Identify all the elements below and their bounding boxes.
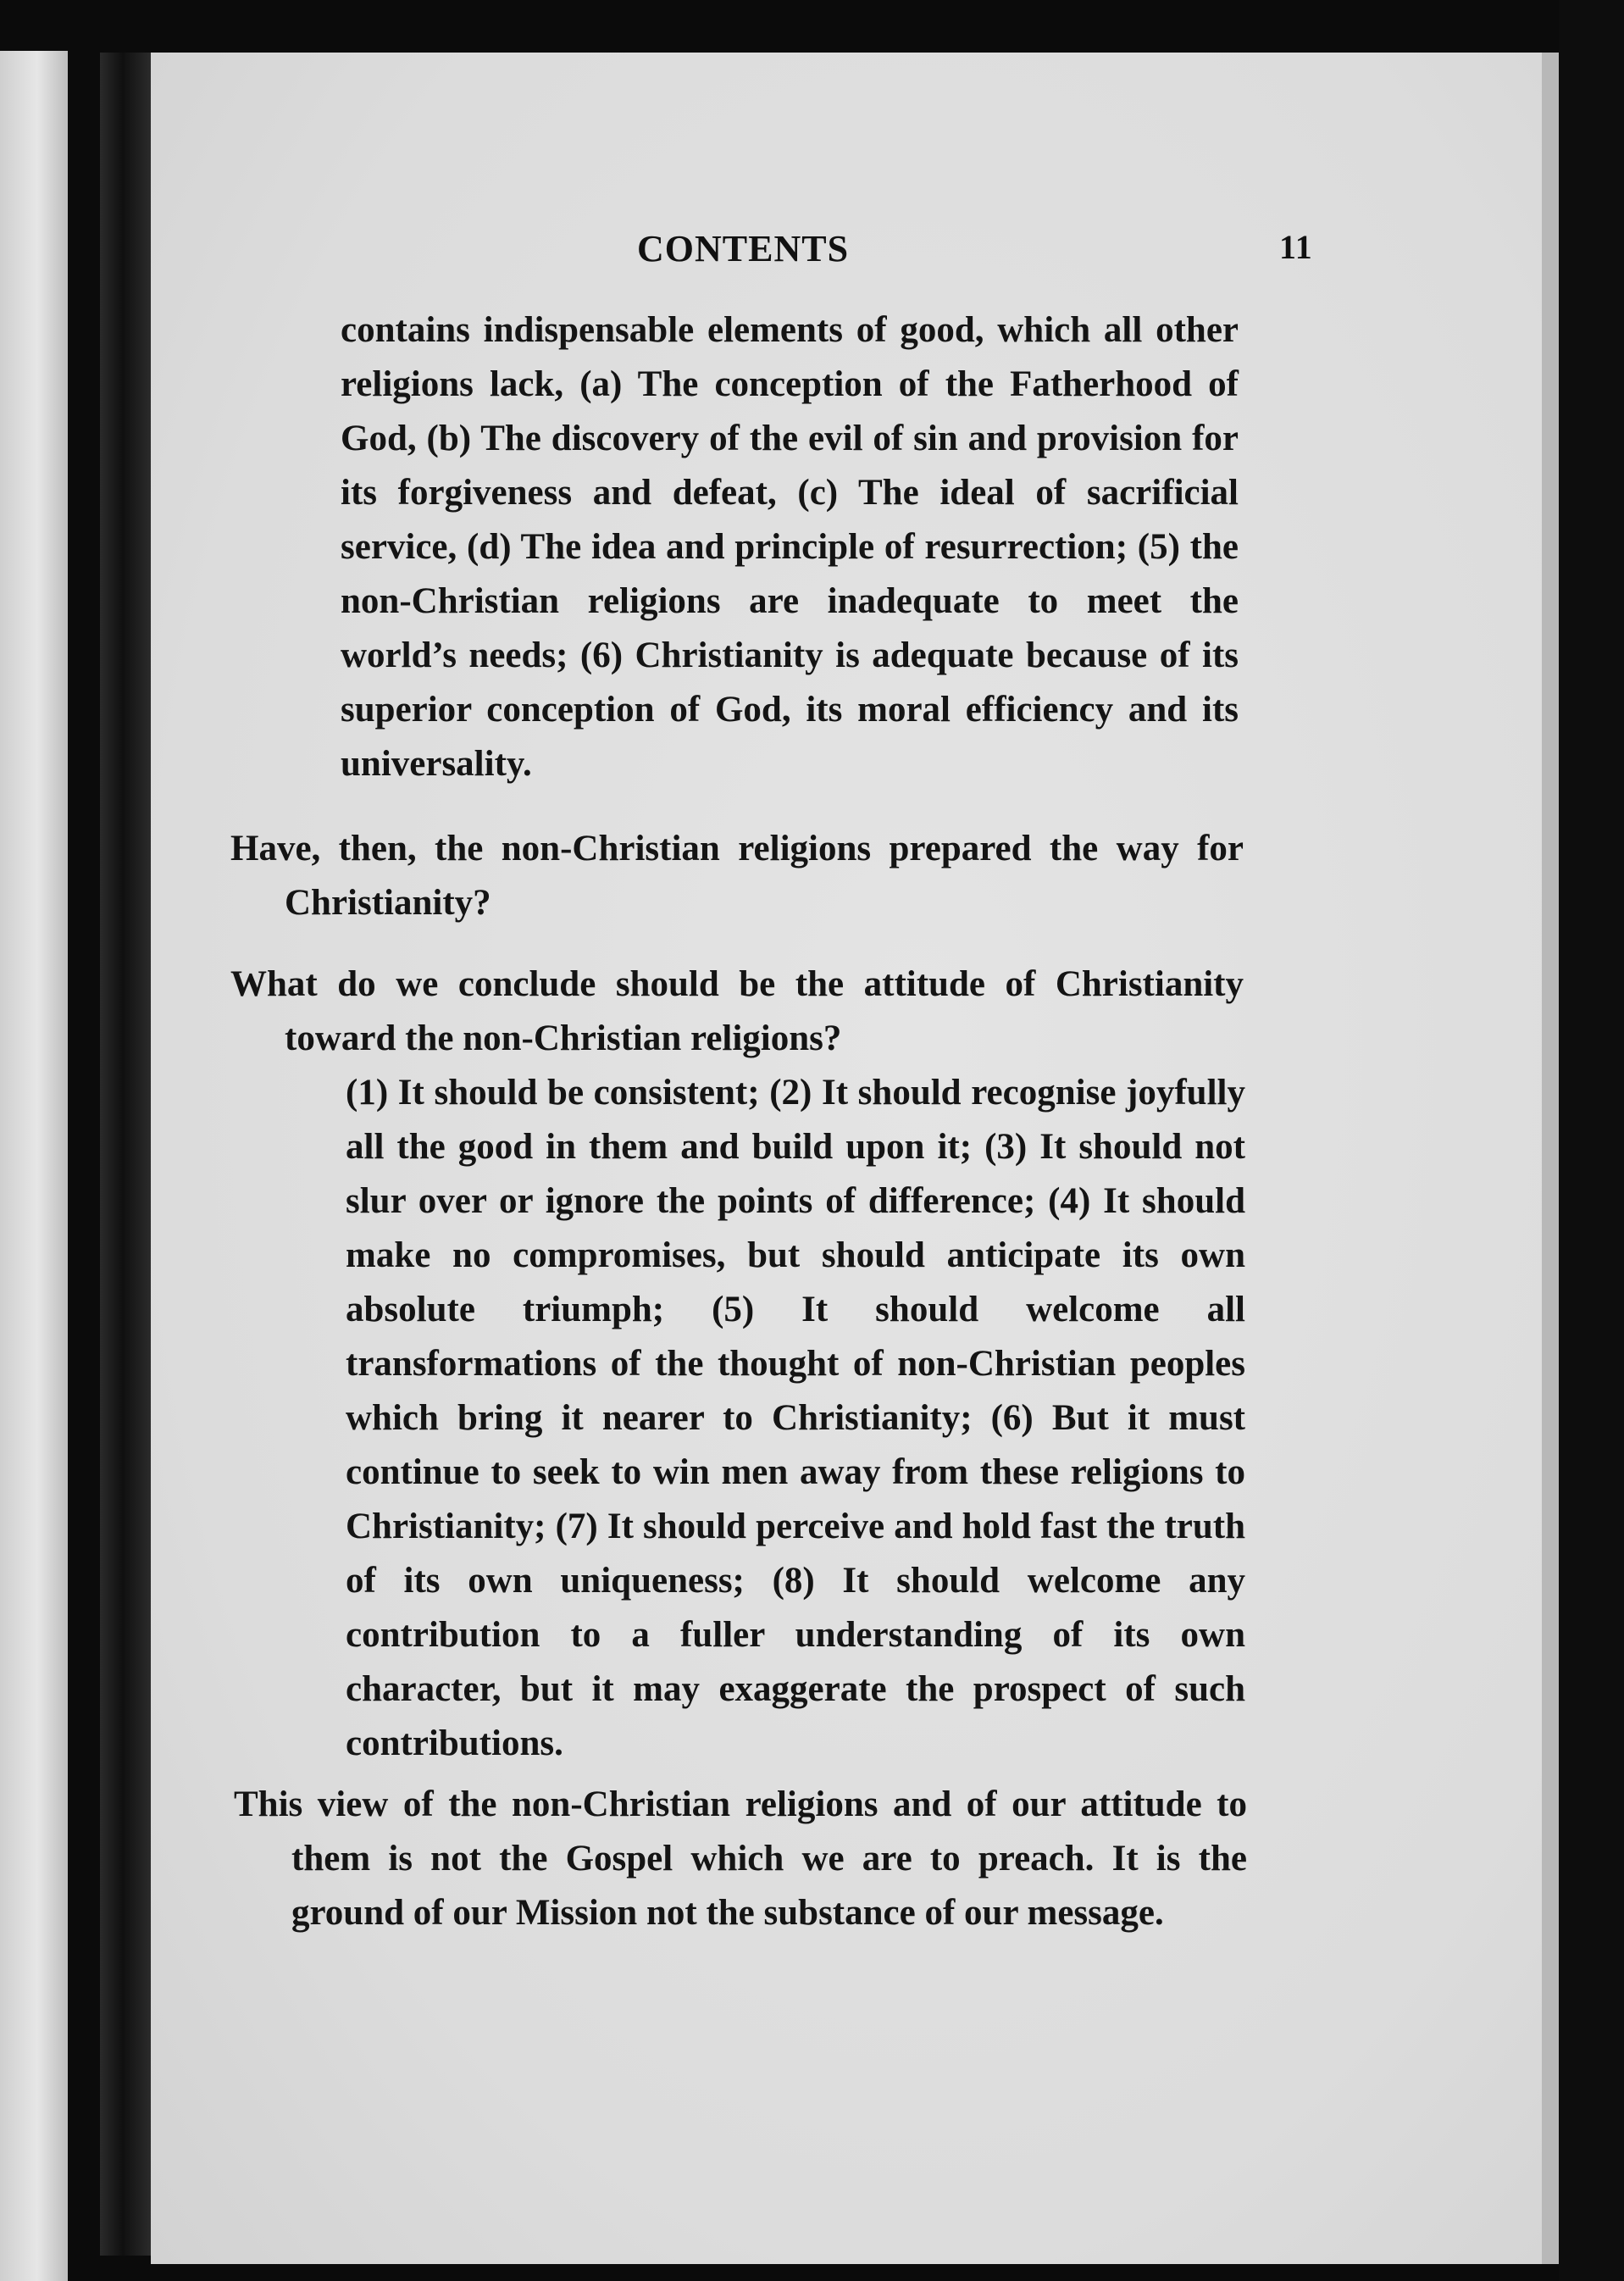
adjacent-page-edge: [0, 51, 68, 2281]
page-right-edge: [1542, 53, 1559, 2264]
page-number: 11: [1279, 228, 1313, 266]
continued-paragraph: contains indispensable elements of good, which all other religions lack, (a) The conception of the Fatherhood of God, (b) The discovery of the evil of sin and provision for its forgiveness and defeat, (c) The ideal of sacrificial service, (d) The idea and principle of resurrection; (5) the non-Christian religions are inadequate to meet the world’s needs; (6) Christianity is adequate because of its superior conception of God, its moral efficiency and its universality.: [341, 310, 1239, 784]
question-attitude-of-christianity: What do we conclude should be the attitude of Christianity toward the non-Christian religions?: [230, 964, 1244, 1058]
question-prepared-the-way: Have, then, the non-Christian religions prepared the way for Christianity?: [230, 829, 1244, 923]
running-head-title: CONTENTS: [637, 228, 850, 269]
closing-paragraph: This view of the non-Christian religions and of our attitude to them is not the Gospel which we are to preach. It is the ground of our Mission not the substance of our message.: [234, 1784, 1247, 1933]
book-spine-shadow: [100, 53, 151, 2256]
answer-attitude-list: (1) It should be consistent; (2) It should recognise joyfully all the good in them and build upon it; (3) It should not slur over or ignore the points of difference; (4) It should make no compromises, but should anticipate its own absolute triumph; (5) It should welcome all transformations of the thought of non-Christian peoples which bring it nearer to Christianity; (6) But it must continue to seek to win men away from these religions to Christianity; (7) It should perceive and hold fast the truth of its own uniqueness; (8) It should welcome any contribution to a fuller understanding of its own character, but it may exaggerate the prospect of such contributions.: [346, 1073, 1245, 1763]
scan-border: [1559, 0, 1624, 2281]
